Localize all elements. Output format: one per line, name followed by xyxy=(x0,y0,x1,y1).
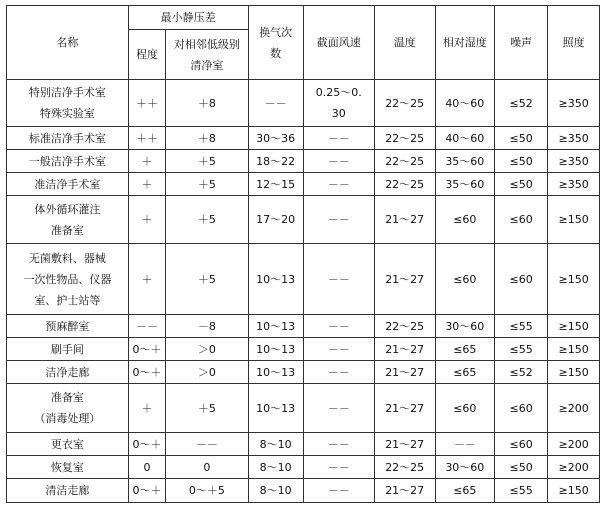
cell-name-line: 无菌敷料、器械 xyxy=(28,251,106,265)
cell-name-line: 恢复室 xyxy=(50,460,84,474)
cell-degree: 0～＋ xyxy=(128,479,165,503)
cell-noise: ≤50 xyxy=(494,150,547,173)
cell-illuminance: ≥350 xyxy=(548,150,600,173)
cell-name-line: 特别洁净手术室 xyxy=(28,86,106,99)
table-row xyxy=(7,127,600,150)
cell-adjacent: 0～＋5 xyxy=(166,479,248,503)
cell-adjacent: ＋5 xyxy=(166,173,248,196)
cell-degree: －－ xyxy=(128,315,165,338)
cell-noise: ≤60 xyxy=(494,384,547,433)
header-name: 名称 xyxy=(7,6,129,80)
cell-adjacent: 0 xyxy=(166,456,248,479)
cell-temperature: 21～27 xyxy=(374,479,435,503)
cell-name-line: 清洁走廊 xyxy=(45,484,90,497)
header-adjacent-line: 对相邻低级别 xyxy=(173,37,240,51)
cell-adjacent: ＞0 xyxy=(166,338,248,361)
cell-wind-speed-line: 30 xyxy=(331,107,346,120)
header-air-change xyxy=(248,6,303,80)
cell-illuminance: ≥350 xyxy=(548,80,600,127)
header-temperature: 温度 xyxy=(374,6,435,80)
cell-humidity: 35～60 xyxy=(435,173,494,196)
cell-illuminance: ≥200 xyxy=(548,456,600,479)
cell-name xyxy=(7,244,129,315)
cell-noise: ≤52 xyxy=(494,80,547,127)
cell-illuminance: ≥150 xyxy=(548,196,600,244)
cell-noise: ≤55 xyxy=(494,479,547,503)
cell-air-change: 8～10 xyxy=(248,433,303,456)
header-wind-speed: 截面风速 xyxy=(303,6,374,80)
cell-name xyxy=(7,315,129,338)
header-humidity: 相对湿度 xyxy=(435,6,494,80)
cell-degree: ＋＋ xyxy=(128,80,165,127)
cell-name xyxy=(7,127,129,150)
table-row xyxy=(7,361,600,384)
cell-wind-speed xyxy=(303,479,374,503)
cell-adjacent: ＋8 xyxy=(166,80,248,127)
table-row xyxy=(7,338,600,361)
cell-wind-speed-line: －－ xyxy=(327,437,350,451)
cell-name-line: 一次性物品、仪器 xyxy=(23,272,112,286)
table-row xyxy=(7,244,600,315)
cell-degree: 0 xyxy=(128,456,165,479)
cell-adjacent: －8 xyxy=(166,315,248,338)
cell-noise: ≤60 xyxy=(494,244,547,315)
cell-humidity: 30～60 xyxy=(435,456,494,479)
cell-name xyxy=(7,433,129,456)
cell-air-change: 10～13 xyxy=(248,338,303,361)
cell-air-change: 12～15 xyxy=(248,173,303,196)
cell-illuminance: ≥200 xyxy=(548,433,600,456)
cell-temperature: 21～27 xyxy=(374,384,435,433)
cell-humidity: －－ xyxy=(435,433,494,456)
cell-name-line: 室、护士站等 xyxy=(34,293,101,307)
header-adjacent-line: 清净室 xyxy=(190,58,224,72)
table-row xyxy=(7,384,600,433)
cell-wind-speed xyxy=(303,150,374,173)
cell-degree: ＋ xyxy=(128,173,165,196)
cell-name-line: 准洁净手术室 xyxy=(34,177,101,191)
cell-adjacent: ＋5 xyxy=(166,244,248,315)
cell-name xyxy=(7,479,129,503)
cell-name xyxy=(7,150,129,173)
table-row xyxy=(7,479,600,503)
cell-name-line: 更衣室 xyxy=(50,437,84,451)
cell-humidity: 35～60 xyxy=(435,150,494,173)
cell-humidity: 40～60 xyxy=(435,127,494,150)
cell-temperature: 21～27 xyxy=(374,244,435,315)
cell-name xyxy=(7,361,129,384)
cell-temperature: 22～25 xyxy=(374,173,435,196)
cell-temperature: 21～27 xyxy=(374,338,435,361)
header-noise: 噪声 xyxy=(494,6,547,80)
table-body xyxy=(7,80,600,503)
cell-wind-speed-line: －－ xyxy=(327,342,350,356)
cell-wind-speed-line: 0.25～0. xyxy=(315,86,362,99)
header-air-change-line: 换气次 xyxy=(259,25,293,39)
cell-air-change: －－ xyxy=(248,80,303,127)
cell-air-change: 10～13 xyxy=(248,361,303,384)
cell-illuminance: ≥150 xyxy=(548,479,600,503)
table-row xyxy=(7,456,600,479)
cell-noise: ≤55 xyxy=(494,315,547,338)
cell-name-line: （消毒处理） xyxy=(34,412,101,425)
cell-degree: 0～＋ xyxy=(128,433,165,456)
cell-air-change: 10～13 xyxy=(248,384,303,433)
cell-wind-speed-line: －－ xyxy=(327,131,350,145)
cell-degree: ＋ xyxy=(128,150,165,173)
cell-name xyxy=(7,196,129,244)
cell-noise: ≤52 xyxy=(494,361,547,384)
cell-illuminance: ≥350 xyxy=(548,173,600,196)
cell-wind-speed xyxy=(303,127,374,150)
cell-temperature: 21～27 xyxy=(374,361,435,384)
cell-noise: ≤50 xyxy=(494,173,547,196)
cell-wind-speed-line: －－ xyxy=(327,154,350,168)
cell-noise: ≤60 xyxy=(494,433,547,456)
cell-humidity: ≤65 xyxy=(435,361,494,384)
cell-wind-speed xyxy=(303,338,374,361)
header-illuminance: 照度 xyxy=(548,6,600,80)
cell-temperature: 22～25 xyxy=(374,456,435,479)
cell-name-line: 体外循环灌注 xyxy=(34,202,101,216)
header-adjacent xyxy=(166,30,248,80)
cell-temperature: 21～27 xyxy=(374,433,435,456)
cell-wind-speed xyxy=(303,173,374,196)
cell-wind-speed-line: －－ xyxy=(327,460,350,474)
cell-name-line: 特殊实验室 xyxy=(39,107,95,120)
cell-degree: 0～＋ xyxy=(128,361,165,384)
cell-wind-speed xyxy=(303,80,374,127)
cell-adjacent: ＋5 xyxy=(166,384,248,433)
table-row xyxy=(7,433,600,456)
cell-humidity: 30～60 xyxy=(435,315,494,338)
cell-air-change: 30～36 xyxy=(248,127,303,150)
cell-name-line: 标准洁净手术室 xyxy=(28,131,106,145)
header-pressure-group: 最小静压差 xyxy=(128,6,248,30)
cleanroom-spec-table xyxy=(6,5,600,503)
cell-name-line: 准备室 xyxy=(50,391,84,404)
cell-name xyxy=(7,173,129,196)
cell-humidity: ≤60 xyxy=(435,244,494,315)
cell-adjacent: －－ xyxy=(166,433,248,456)
cell-degree: ＋ xyxy=(128,196,165,244)
cell-wind-speed xyxy=(303,315,374,338)
table-row xyxy=(7,196,600,244)
cell-air-change: 10～13 xyxy=(248,315,303,338)
cell-wind-speed xyxy=(303,456,374,479)
cell-noise: ≤60 xyxy=(494,196,547,244)
cell-humidity: ≤65 xyxy=(435,338,494,361)
cell-wind-speed-line: －－ xyxy=(327,177,350,191)
cell-noise: ≤50 xyxy=(494,127,547,150)
cell-air-change: 18～22 xyxy=(248,150,303,173)
cell-name xyxy=(7,384,129,433)
cell-wind-speed xyxy=(303,244,374,315)
cell-temperature: 22～25 xyxy=(374,150,435,173)
table-row xyxy=(7,80,600,127)
cell-noise: ≤55 xyxy=(494,338,547,361)
cell-air-change: 8～10 xyxy=(248,456,303,479)
header-air-change-line: 数 xyxy=(270,46,282,60)
cell-wind-speed xyxy=(303,196,374,244)
table-row xyxy=(7,173,600,196)
cell-illuminance: ≥150 xyxy=(548,338,600,361)
cell-name-line: 洁净走廊 xyxy=(45,365,90,379)
cell-wind-speed-line: －－ xyxy=(327,484,350,497)
cell-degree: ＋＋ xyxy=(128,127,165,150)
cell-illuminance: ≥150 xyxy=(548,244,600,315)
cell-name xyxy=(7,456,129,479)
cell-wind-speed xyxy=(303,361,374,384)
cell-degree: ＋ xyxy=(128,244,165,315)
cell-temperature: 22～25 xyxy=(374,127,435,150)
cell-temperature: 22～25 xyxy=(374,80,435,127)
cell-adjacent: ＋5 xyxy=(166,196,248,244)
cell-illuminance: ≥200 xyxy=(548,384,600,433)
cell-wind-speed-line: －－ xyxy=(327,401,350,415)
cell-wind-speed-line: －－ xyxy=(327,213,350,226)
header-degree: 程度 xyxy=(128,30,165,80)
cell-wind-speed xyxy=(303,433,374,456)
cell-illuminance: ≥350 xyxy=(548,127,600,150)
cell-humidity: ≤60 xyxy=(435,384,494,433)
table-row xyxy=(7,150,600,173)
cell-wind-speed-line: －－ xyxy=(327,365,350,379)
cell-name xyxy=(7,338,129,361)
cell-air-change: 8～10 xyxy=(248,479,303,503)
cell-noise: ≤50 xyxy=(494,456,547,479)
cell-name-line: 刷手间 xyxy=(50,342,84,356)
cell-humidity: 40～60 xyxy=(435,80,494,127)
cell-illuminance: ≥150 xyxy=(548,315,600,338)
cell-name-line: 预麻醉室 xyxy=(45,319,90,333)
cell-wind-speed-line: －－ xyxy=(327,272,350,286)
table-row xyxy=(7,315,600,338)
cell-name xyxy=(7,80,129,127)
cell-humidity: ≤65 xyxy=(435,479,494,503)
cell-air-change: 10～13 xyxy=(248,244,303,315)
cell-temperature: 21～27 xyxy=(374,196,435,244)
cell-air-change: 17～20 xyxy=(248,196,303,244)
cell-degree: 0～＋ xyxy=(128,338,165,361)
cell-name-line: 一般洁净手术室 xyxy=(28,154,106,168)
cell-name-line: 准备室 xyxy=(50,223,84,237)
cell-adjacent: ＞0 xyxy=(166,361,248,384)
cell-illuminance: ≥150 xyxy=(548,361,600,384)
cell-wind-speed xyxy=(303,384,374,433)
cell-wind-speed-line: －－ xyxy=(327,319,350,333)
cell-adjacent: ＋5 xyxy=(166,150,248,173)
cell-temperature: 22～25 xyxy=(374,315,435,338)
cell-humidity: ≤60 xyxy=(435,196,494,244)
cell-adjacent: ＋8 xyxy=(166,127,248,150)
table-wrapper xyxy=(6,5,600,503)
cell-degree: ＋ xyxy=(128,384,165,433)
